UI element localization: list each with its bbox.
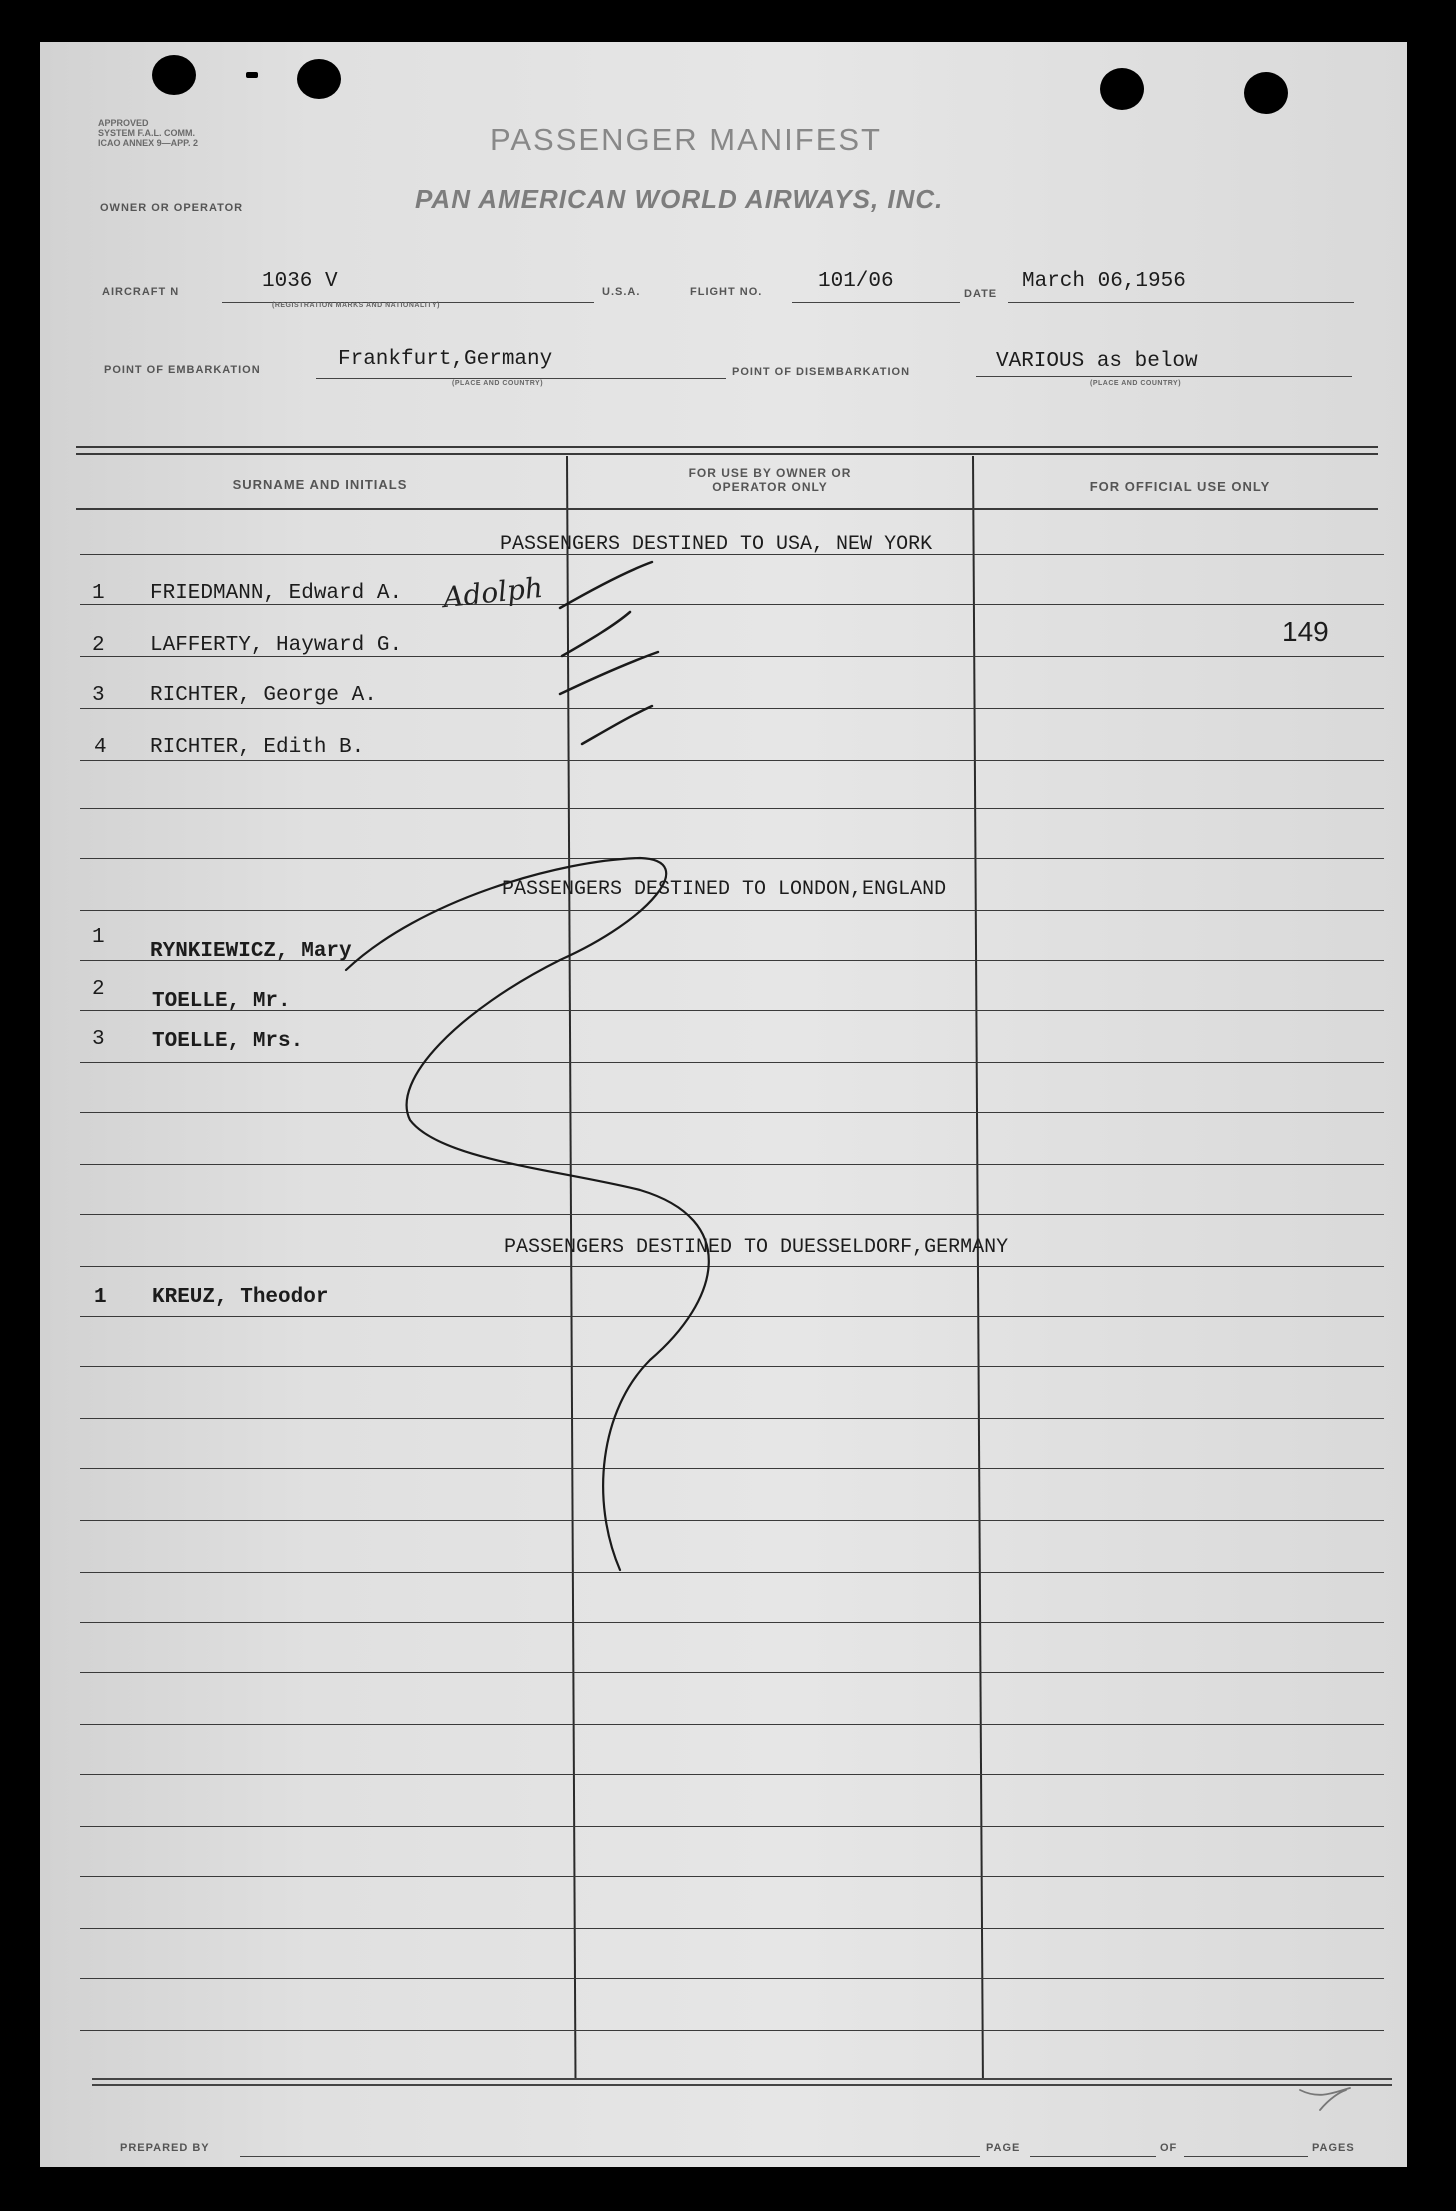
bottom-rule	[92, 2078, 1392, 2080]
section-heading: PASSENGERS DESTINED TO LONDON,ENGLAND	[502, 878, 947, 901]
ruled-line	[80, 1928, 1384, 1929]
table-top-rule	[76, 446, 1378, 448]
aircraft-value: 1036 V	[262, 270, 338, 293]
passenger-name: RICHTER, George A.	[150, 684, 377, 707]
usa-label: U.S.A.	[602, 286, 641, 298]
punch-hole	[1100, 68, 1144, 110]
passenger-number: 2	[92, 634, 105, 657]
flight-value: 101/06	[818, 270, 894, 293]
ruled-line	[80, 2030, 1384, 2031]
ruled-line	[80, 1876, 1384, 1877]
registration-caption: (REGISTRATION MARKS AND NATIONALITY)	[272, 302, 440, 309]
ruled-line	[80, 708, 1384, 709]
column-header-official-use: FOR OFFICIAL USE ONLY	[1089, 479, 1271, 494]
ruled-line	[80, 1724, 1384, 1725]
ruled-line	[80, 1164, 1384, 1165]
punch-hole	[297, 59, 341, 99]
embarkation-caption: (PLACE AND COUNTRY)	[452, 380, 544, 387]
flight-underline	[792, 302, 960, 303]
ruled-line	[80, 808, 1384, 809]
ruled-line	[80, 1112, 1384, 1113]
bottom-rule	[92, 2084, 1392, 2086]
ruled-line	[80, 1826, 1384, 1827]
embarkation-label: POINT OF EMBARKATION	[104, 364, 261, 376]
header-bottom-rule	[76, 508, 1378, 510]
passenger-name: RYNKIEWICZ, Mary	[150, 940, 352, 963]
owner-label: OWNER OR OPERATOR	[100, 202, 244, 214]
pages-label: PAGES	[1312, 2142, 1355, 2154]
ruled-line	[80, 1774, 1384, 1775]
disembarkation-label: POINT OF DISEMBARKATION	[732, 366, 911, 378]
ruled-line	[80, 1520, 1384, 1521]
ruled-line	[80, 858, 1384, 859]
ruled-line	[80, 1672, 1384, 1673]
prepared-by-label: PREPARED BY	[120, 2142, 210, 2154]
flight-label: FLIGHT NO.	[690, 286, 763, 298]
passenger-name: RICHTER, Edith B.	[150, 736, 365, 759]
aircraft-label: AIRCRAFT N	[102, 286, 180, 298]
punch-mark	[246, 72, 258, 78]
airline-name: PAN AMERICAN WORLD AIRWAYS, INC.	[415, 184, 944, 214]
approval-stamp: APPROVED SYSTEM F.A.L. COMM. ICAO ANNEX 9—APP. 2	[98, 118, 199, 148]
ruled-line	[80, 1266, 1384, 1267]
passenger-name: TOELLE, Mrs.	[152, 1030, 304, 1053]
passenger-name: TOELLE, Mr.	[152, 990, 291, 1013]
official-use-note: 149	[1282, 616, 1329, 647]
disembarkation-underline	[976, 376, 1352, 377]
table-top-rule	[76, 453, 1378, 455]
disembarkation-value: VARIOUS as below	[996, 350, 1198, 373]
manifest-sheet	[40, 42, 1407, 2167]
punch-hole	[1244, 72, 1288, 114]
embarkation-underline	[316, 378, 726, 379]
form-title: PASSENGER MANIFEST	[490, 122, 882, 157]
column-header-surname: SURNAME AND INITIALS	[232, 477, 408, 492]
embarkation-value: Frankfurt,Germany	[338, 348, 553, 371]
passenger-name: FRIEDMANN, Edward A.	[150, 582, 403, 605]
ruled-line	[80, 760, 1384, 761]
ruled-line	[80, 1572, 1384, 1573]
passenger-number: 1	[92, 926, 105, 949]
column-header-owner-use: FOR USE BY OWNER OR OPERATOR ONLY	[688, 466, 852, 494]
ruled-line	[80, 1214, 1384, 1215]
passenger-name: LAFFERTY, Hayward G.	[150, 634, 403, 657]
punch-hole	[152, 55, 196, 95]
prepared-by-underline	[240, 2156, 980, 2157]
disembarkation-caption: (PLACE AND COUNTRY)	[1090, 380, 1182, 387]
of-label: OF	[1160, 2142, 1178, 2154]
ruled-line	[80, 1366, 1384, 1367]
ruled-line	[80, 1316, 1384, 1317]
passenger-number: 1	[92, 582, 105, 605]
ruled-line	[80, 1468, 1384, 1469]
date-value: March 06,1956	[1022, 270, 1186, 293]
passenger-number: 1	[94, 1286, 107, 1309]
ruled-line	[80, 1418, 1384, 1419]
page-label: PAGE	[986, 2142, 1021, 2154]
date-label: DATE	[964, 288, 998, 300]
ruled-line	[80, 1062, 1384, 1063]
section-heading: PASSENGERS DESTINED TO DUESSELDORF,GERMANY	[504, 1236, 1009, 1259]
page-underline	[1030, 2156, 1156, 2157]
date-underline	[1008, 302, 1354, 303]
passenger-name: KREUZ, Theodor	[152, 1286, 329, 1309]
passenger-number: 3	[92, 1028, 105, 1051]
of-underline	[1184, 2156, 1308, 2157]
ruled-line	[80, 1622, 1384, 1623]
handwritten-annotation: Adolph	[441, 570, 545, 615]
ruled-line	[80, 910, 1384, 911]
ruled-line	[80, 1978, 1384, 1979]
passenger-number: 4	[94, 736, 107, 759]
passenger-number: 2	[92, 978, 105, 1001]
passenger-number: 3	[92, 684, 105, 707]
section-heading: PASSENGERS DESTINED TO USA, NEW YORK	[500, 533, 933, 556]
